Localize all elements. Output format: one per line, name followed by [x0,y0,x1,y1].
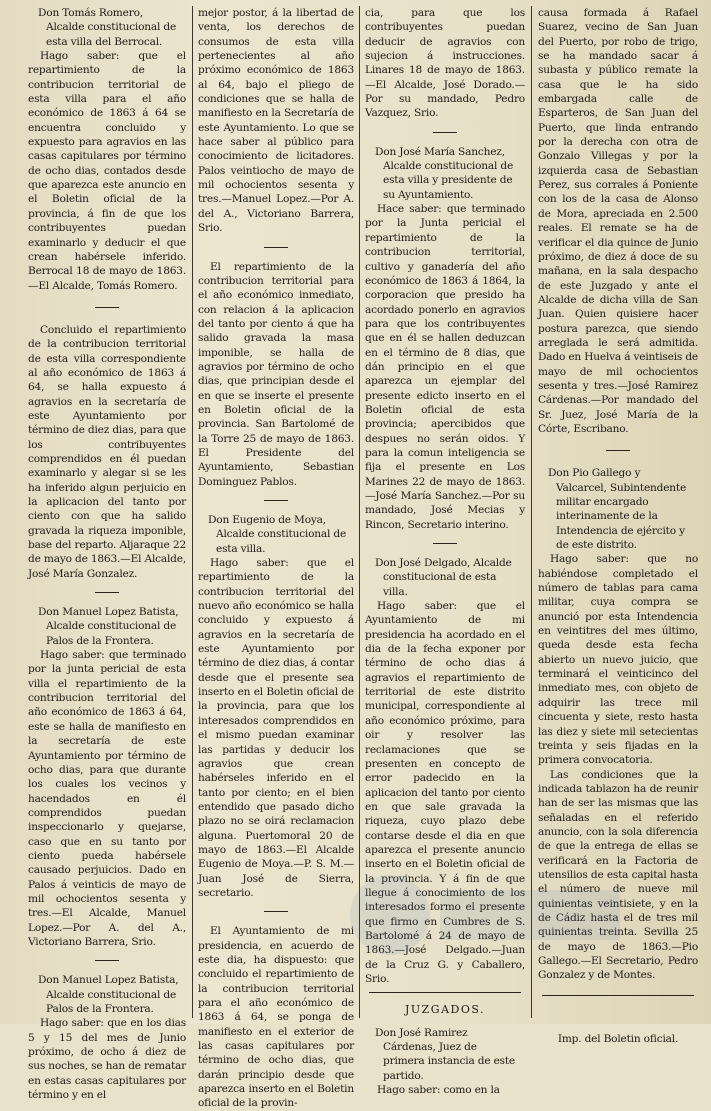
notice-body: mejor postor, á la libertad de venta, los derechos de consumos de esta villa pertenecientes al año próximo económico de 1863 al 64, bajo el pliego de condiciones que se halla de manifiesto en la Secretaría de este Ayuntamiento. Lo que se hace saber al público para conocimiento de licitadores. Palos veintiocho de mayo de mil ochocientos sesenta y tres.—Manuel Lopez.—Por A. del A., Victoriano Barrera, Srio. [198,7,354,235]
notice-los-marines [365,145,525,532]
notice-body: Hago saber: que terminado por la junta pericial de esta villa el repartimiento de la contribucion territorial del año económico de 1863 á 64, este se halla de manifiesto en la secretaría de este Ayuntamiento por término de ocho dias, para que durante los cuales los vecinos y hacendados en él comprendidos puedan inspeccionarlo y quejarse, caso que en su tanto por ciento pueda habérsele causado perjuicios. Dado en Palos á veinticis de mayo de mil ochocientos sesenta y tres.—El Alcalde, Manuel Lopez.—Por A. del A., Victoriano Barrera, Srio. [28,649,186,948]
section-title-juzgados: JUZGADOS. [404,1003,486,1017]
separator [95,960,119,961]
notice-palos-consumos-cont [198,6,354,236]
notice-body: causa formada á Rafael Suarez, vecino de San Juan del Puerto, por robo de trigo, se ha mandado sacar á subasta y público remate la casa que le ha sido embargada calle de Esparteros, de San Juan del Puerto, que linda entrando por la derecha con otra de Gonzalo Villegas y por la izquierda casa de Sebastian Perez, sus corrales á Poniente con los de la casa de Alonso de Mora, apreciada en 2.500 reales. El remate se ha de verificar el dia quince de Junio próximo, de diez á doce de su mañana, en la sala despacho de este Juzgado y ante el Alcalde de dicha villa de San Juan. Quien quisiere hacer postura parezca, que siendo arreglada le será admitida. Dado en Huelva á veintiseis de mayo de mil ochocientos sesenta y tres.—José Ramirez Cárdenas.—Por mandado del Sr. Juez, José María de la Córte, Escribano. [538,7,698,435]
notice-body: Hace saber: que terminado por la Junta pericial el repartimiento de la contribucion territorial, cultivo y ganadería del año económico de 1863 á 1864, la corporacion que presido ha acordado ponerlo en agravios para que los contribuyentes que en él se hallen deduzcan en el término de 8 dias, que dán principio en el que aparezca un ejemplar del presente edicto inserto en el Boletin oficial de esta provincia; apercibidos que despues no serán oidos. Y para la comun inteligencia se fija el presente en Los Marines 22 de mayo de 1863.—José María Sanchez.—Por su mandado, José Mecias y Rincon, Secretario interino. [365,203,525,531]
notice-juzgado-huelva-cont [538,6,698,436]
separator [95,307,119,308]
notice-body: El repartimiento de la contribucion territorial para el año económico inmediato, con relacion á la aplicacion del tanto por ciento á que ha salido gravada la masa imponible, se halla de agravios por término de ocho dias, que principian desde el en que se inserte el presente en Boletin oficial de la provincia. San Bartolomé de la Torre 25 de mayo de 1863. El Presidente del Ayuntamiento, Sebastian Dominguez Pablos. [198,260,354,488]
separator [606,450,630,451]
notice-heading: Don Pio Gallego y Valcarcel, Subintendente militar encargado interinamente de la Intendencia de ejército y de este distrito. [548,467,687,552]
notice-juzgado-huelva [365,1026,525,1098]
separator [264,247,288,248]
column-divider [359,6,360,1018]
notice-body: El Ayuntamiento de mi presidencia, en acuerdo de este dia, ha dispuesto: que concluido el repartimiento de la contribucion territorial para el año económico de 1863 á 64, se ponga de manifiesto en el exterior de las casas capitulares por término de ocho dias, que darán principio desde que aparezca inserto en el Boletin oficial de la provin- [198,925,354,1110]
notice-body: Hago saber: que el repartimiento de la contribucion territorial del nuevo año económico se halla concluido y expuesto á agravios en la secretaría de este Ayuntamiento por término de diez dias, á contar desde que el presente sea inserto en el Boletin oficial de la provincia, para que los interesados comprendidos en el mismo puedan examinar las partidas y deducir los agravios que crean habérseles inferido en el tanto por ciento; en el bien entendido que pasado dicho plazo no se oirá reclamacion alguna. Puertomoral 20 de mayo de 1863.—El Alcalde Eugenio de Moya.—P. S. M.—Juan José de Sierra, secretario. [198,557,354,899]
column-1 [28,6,186,1102]
notice-body: Concluido el repartimiento de la contribucion territorial de esta villa correspondiente al año económico de 1863 á 64, se halla expuesto á agravios en la secretaría de este Ayuntamiento por término de diez dias, para que los contribuyentes comprendidos en él puedan examinarlo y alegar si se les ha inferido algun perjuicio en la aplicacion del tanto por ciento con que ha salido gravada la riqueza imponible, base del reparto. Aljaraque 22 de mayo de 1863.—El Alcalde, José María Gonzalez. [28,323,186,580]
separator [264,500,288,501]
separator [433,543,457,544]
separator [433,132,457,133]
separator [264,911,288,912]
notice-body: cia, para que los contribuyentes puedan deducir de agravios con sujecion á instrucciones. Linares 18 de mayo de 1863.—El Alcalde, José Dorado.—Por su mandado, Pedro Vazquez, Srio. [365,7,525,120]
notice-body: Las condiciones que la indicada tablazon ha de reunir han de ser las mismas que las señaladas en el referido anuncio, con la sola diferencia de que la entrega de ellas se verificará en la Factoria de utensilios de esta capital hasta el número de nueve mil quinientas veintisiete, y en la de Cádiz hasta el de tres mil quinientas treinta. Sevilla 25 de mayo de 1863.—Pio Gallego.—El Secretario, Pedro Gonzalez y de Montes. [538,768,698,982]
section-rule [542,995,694,996]
column-2 [198,6,354,1110]
notice-puertomoral [198,513,354,900]
notice-san-bartolome [198,260,354,490]
column-divider [531,6,532,1018]
notice-body: Hago saber: que no habiéndose completado el número de tablas para cama militar, cuya compra se anunció por esta Intendencia en veintitres del mes último, queda desde esta fecha abierto un nuevo juicio, que terminará el veinticinco del inmediato mes, con objeto de adquirir las trece mil cincuenta y siete, resto hasta las diez y siete mil setecientas treinta y seis fijadas en la primera convocatoria. [538,553,698,767]
notice-linares-cont [365,6,525,121]
notice-heading: Don José Delgado, Alcalde constitucional de esta villa. [375,557,512,598]
section-rule [369,992,521,993]
column-3 [365,6,525,1097]
notice-palos-consumos [28,973,186,1102]
imprint-line: Imp. del Boletin oficial. [557,1032,679,1045]
notice-heading: Don Eugenio de Moya, Alcalde constitucional de esta villa. [208,514,347,555]
notice-intendencia [538,466,698,982]
notice-linares [198,924,354,1110]
notice-heading: Don Manuel Lopez Batista, Alcalde constitucional de Palos de la Frontera. [38,974,179,1015]
notice-heading: Don Tomás Romero, Alcalde constitucional de esta villa del Berrocal. [38,7,177,48]
notice-berrocal [28,6,186,293]
notice-body: Hago saber: que el repartimiento de la contribucion territorial de esta villa para el año económico de 1863 á 64 se encuentra concluido y expuesto para agravios en las casas capitulares por término de ocho dias, contados desde que aparezca este anuncio en el Boletin oficial de la provincia, á fin de que los contribuyentes puedan examinarlo y deducir el que crean habérsele inferido. Berrocal 18 de mayo de 1863.—El Alcalde, Tomás Romero. [28,50,186,292]
notice-body: Hago saber: que en los dias 5 y 15 del mes de Junio próximo, de ocho á diez de sus noches, se han de rematar en estas casas capitulares por término y en el [28,1017,186,1102]
notice-heading: Don Manuel Lopez Batista, Alcalde constitucional de Palos de la Frontera. [38,606,179,647]
column-4 [538,6,698,1045]
notice-cumbres [365,556,525,986]
notice-aljaraque [28,323,186,581]
separator [95,592,119,593]
notice-palos-repartimiento [28,605,186,949]
notice-heading: Don José Ramirez Cárdenas, Juez de primera instancia de este partido. [375,1026,515,1082]
notice-body: Hago saber: que el Ayuntamiento de mi presidencia ha acordado en el dia de la fecha exponer por término de ocho dias á agravios el repartimiento de territorial de este distrito municipal, correspondiente al año económico próximo, para oir y resolver las reclamaciones que se presenten en concepto de error padecido en la aplicacion del tanto por ciento en que sale gravada la riqueza, cuyo plazo debe contarse desde el dia en que aparezca el presente anuncio inserto en el Boletin oficial de la provincia. Y á fin de que llegue á conocimiento de los interesados formo el presente que firmo en Cumbres de S. Bartolomé á 24 de mayo de 1863.—José Delgado.—Juan de la Cruz G. y Caballero, Srio. [365,600,525,985]
column-divider [192,6,193,1018]
notice-body: Hago saber: como en la [377,1084,500,1097]
notice-heading: Don José María Sanchez, Alcalde constitucional de esta villa y presidente de su Ayuntamiento. [375,145,514,201]
